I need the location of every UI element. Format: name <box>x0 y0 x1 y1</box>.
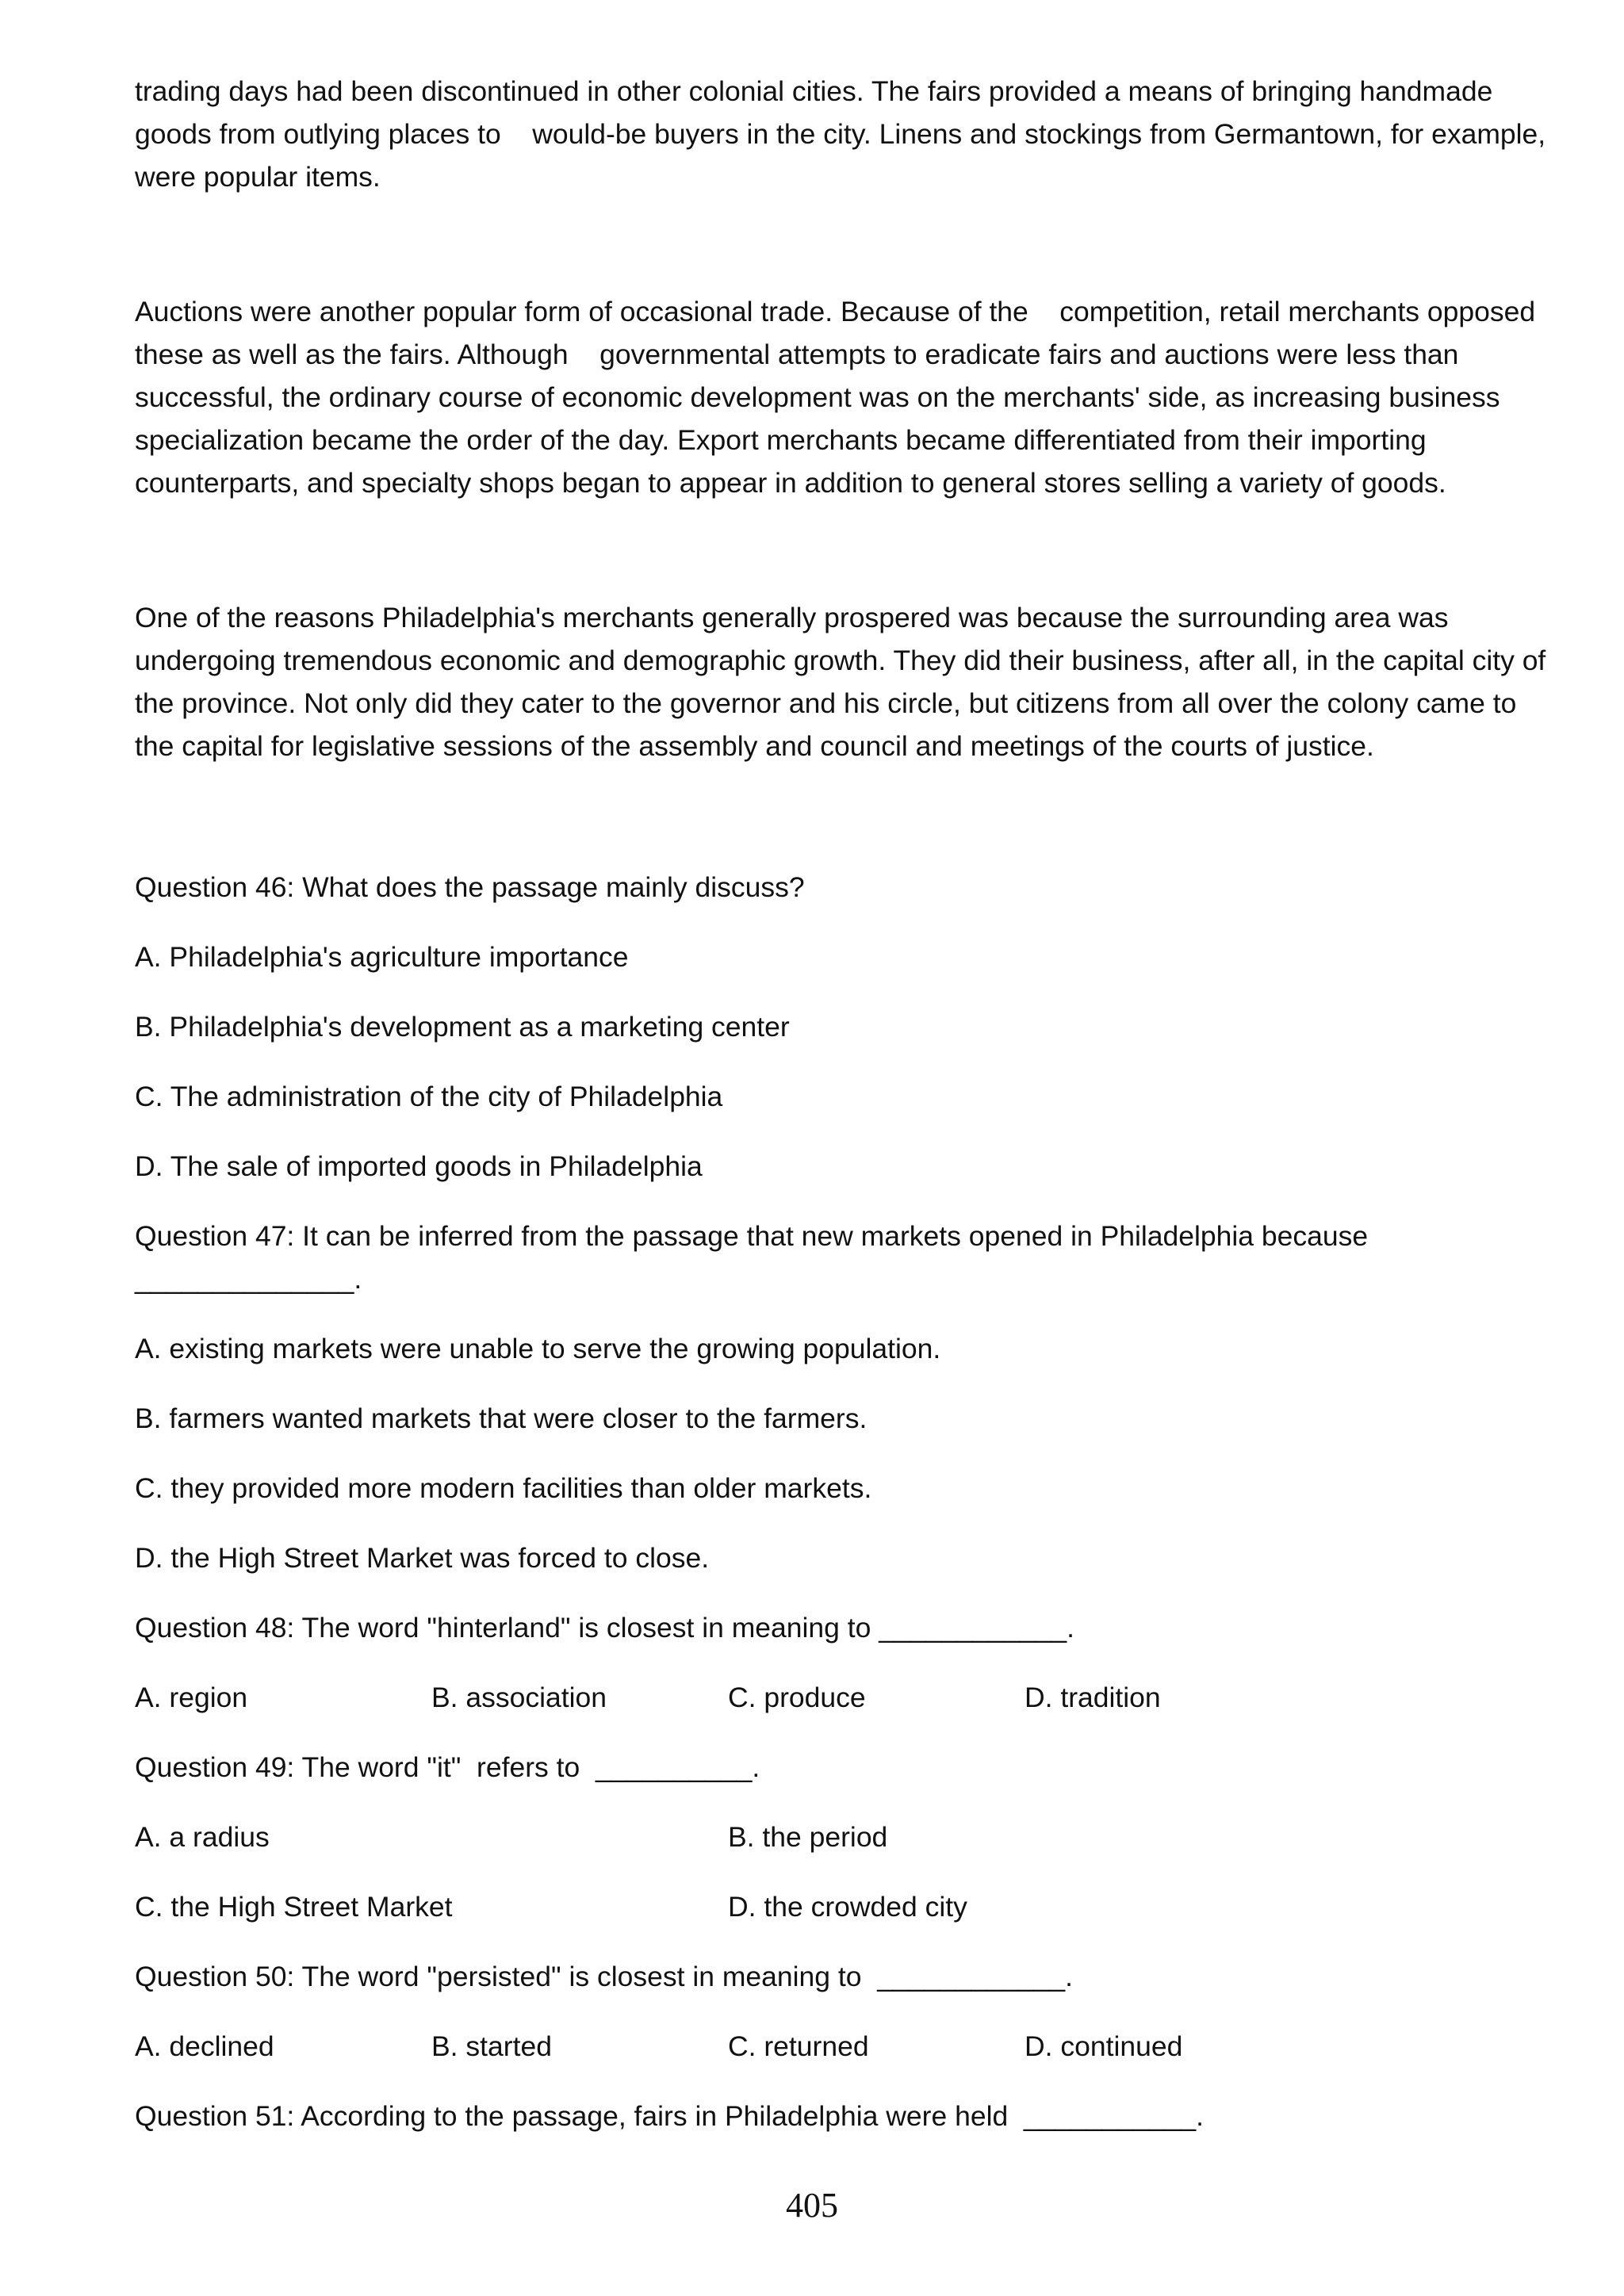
question-46 <box>135 866 1546 1188</box>
option-a: A. declined <box>135 2030 274 2062</box>
page-number: 405 <box>786 2186 838 2225</box>
option-d: D. tradition <box>1025 1682 1161 1713</box>
option-c: C. returned <box>728 2030 869 2062</box>
option-c: C. produce <box>728 1682 866 1713</box>
question-prompt: Question 48: The word "hinterland" is closest in meaning to ____________. <box>135 1612 1074 1644</box>
option-d: D. the crowded city <box>728 1891 967 1923</box>
option-c: C. the High Street Market <box>135 1891 453 1923</box>
option-a: A. region <box>135 1682 248 1713</box>
option-b: B. farmers wanted markets that were closer to the farmers. <box>135 1402 868 1434</box>
question-prompt: Question 50: The word "persisted" is closest in meaning to ____________. <box>135 1961 1073 1992</box>
passage-paragraph-2: Auctions were another popular form of occasional trade. Because of the competition, retail merchants opposed these as well as the fairs. Although governmental attempts to eradicate fairs and auctions were less than successful, the ordinary course of economic development was on the merchants' side, as increasing business specialization became the order of the day. Export merchants became differentiated from their importing counterparts, and specialty shops began to appear in addition to general stores selling a variety of goods. <box>135 296 1543 499</box>
question-prompt: Question 47: It can be inferred from the passage that new markets opened in Philadelphia because ______________. <box>135 1220 1376 1295</box>
options-row <box>135 1676 1546 1719</box>
options-row <box>135 1816 1546 1858</box>
option-c: C. The administration of the city of Philadelphia <box>135 1081 723 1112</box>
option-b: B. started <box>431 2030 552 2062</box>
question-50 <box>135 1955 1546 2068</box>
option-d: D. The sale of imported goods in Philadelphia <box>135 1150 703 1182</box>
option-d: D. continued <box>1025 2030 1183 2062</box>
option-d: D. the High Street Market was forced to close. <box>135 1542 710 1574</box>
option-a: A. a radius <box>135 1821 270 1853</box>
option-c: C. they provided more modern facilities than older markets. <box>135 1472 872 1504</box>
document-page <box>135 70 1554 2137</box>
question-prompt: Question 49: The word "it" refers to __________. <box>135 1751 760 1783</box>
question-47 <box>135 1215 1546 1579</box>
question-48 <box>135 1606 1546 1719</box>
question-51 <box>135 2095 1546 2137</box>
question-prompt: Question 51: According to the passage, fairs in Philadelphia were held ___________. <box>135 2100 1204 2132</box>
question-prompt: Question 46: What does the passage mainly discuss? <box>135 871 805 903</box>
passage-paragraph-1: trading days had been discontinued in other colonial cities. The fairs provided a means of bringing handmade goods from outlying places to would-be buyers in the city. Linens and stockings from Germantown, for example, were popular items. <box>135 75 1554 193</box>
option-a: A. Philadelphia's agriculture importance <box>135 941 629 973</box>
options-row <box>135 2025 1546 2068</box>
question-49 <box>135 1746 1546 1928</box>
option-b: B. the period <box>728 1821 888 1853</box>
option-a: A. existing markets were unable to serve the growing population. <box>135 1333 941 1364</box>
option-b: B. Philadelphia's development as a marketing center <box>135 1011 790 1043</box>
passage-paragraph-3: One of the reasons Philadelphia's merchants generally prospered was because the surrounding area was undergoing tremendous economic and demographic growth. They did their business, after all, in the capital city of the province. Not only did they cater to the governor and his circle, but citizens from all over the colony came to the capital for legislative sessions of the assembly and council and meetings of the courts of justice. <box>135 602 1554 762</box>
option-b: B. association <box>431 1682 607 1713</box>
options-row <box>135 1885 1546 1928</box>
